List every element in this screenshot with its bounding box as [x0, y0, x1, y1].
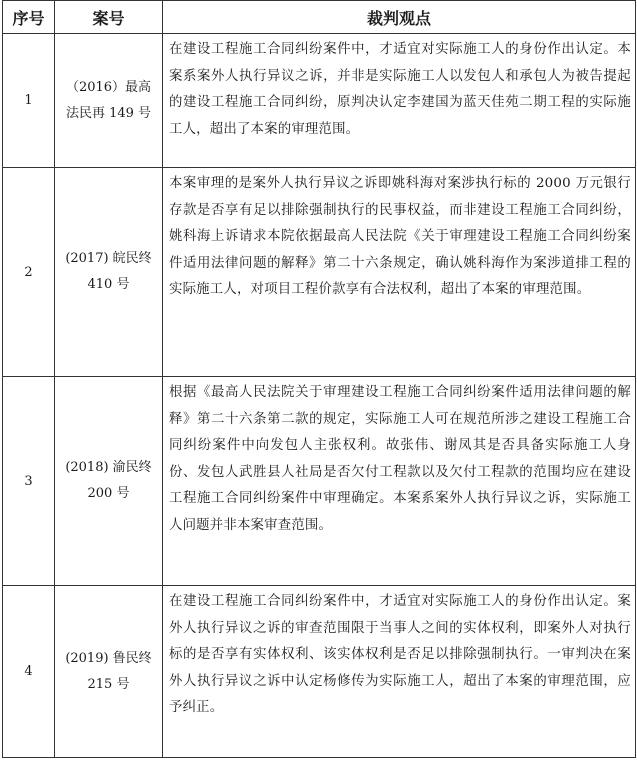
case-table: [2, 0, 636, 758]
row-judgment-view: 在建设工程施工合同纠纷案件中，才适宜对实际施工人的身份作出认定。本案系案外人执行异议之诉，并非是实际施工人以发包人和承包人为被告提起的建设工程施工合同纠纷，原判决认定李建国为蓝天佳苑二期工程的实际施工人，超出了本案的审理范围。: [163, 34, 636, 168]
header-row: [3, 1, 636, 34]
row-case-number: (2018) 渝民终 200 号: [55, 377, 163, 586]
row-seq: 1: [3, 34, 55, 168]
row-case-number: (2019) 鲁民终 215 号: [55, 586, 163, 758]
table-row: [3, 586, 636, 758]
header-view: 裁判观点: [163, 1, 636, 34]
row-seq: 2: [3, 168, 55, 377]
header-case: 案号: [55, 1, 163, 34]
table-row: [3, 34, 636, 168]
row-case-number: （2016）最高法民再 149 号: [55, 34, 163, 168]
row-judgment-view: 根据《最高人民法院关于审理建设工程施工合同纠纷案件适用法律问题的解释》第二十六条第二款的规定，实际施工人可在规范所涉之建设工程施工合同纠纷案件中向发包人主张权利。故张伟、谢凤其是否具备实际施工人身份、发包人武胜县人社局是否欠付工程款以及欠付工程款的范围均应在建设工程施工合同纠纷案件中审理确定。本案系案外人执行异议之诉，实际施工人问题并非本案审查范围。: [163, 377, 636, 586]
row-case-number: (2017) 皖民终 410 号: [55, 168, 163, 377]
row-seq: 4: [3, 586, 55, 758]
row-judgment-view: 本案审理的是案外人执行异议之诉即姚科海对案涉执行标的 2000 万元银行存款是否享有足以排除强制执行的民事权益，而非建设工程施工合同纠纷，姚科海上诉请求本院依据最高人民法院《关于审理建设工程施工合同纠纷案件适用法律问题的解释》第二十六条规定，确认姚科海作为案涉道排工程的实际施工人，对项目工程价款享有合法权利，超出了本案的审理范围。: [163, 168, 636, 377]
table-row: [3, 377, 636, 586]
row-judgment-view: 在建设工程施工合同纠纷案件中，才适宜对实际施工人的身份作出认定。案外人执行异议之诉的审查范围限于当事人之间的实体权利，即案外人对执行标的是否享有实体权利、该实体权利是否足以排除强制执行。一审判决在案外人执行异议之诉中认定杨修传为实际施工人，超出了本案的审理范围，应予纠正。: [163, 586, 636, 758]
table-row: [3, 168, 636, 377]
row-seq: 3: [3, 377, 55, 586]
header-seq: 序号: [3, 1, 55, 34]
